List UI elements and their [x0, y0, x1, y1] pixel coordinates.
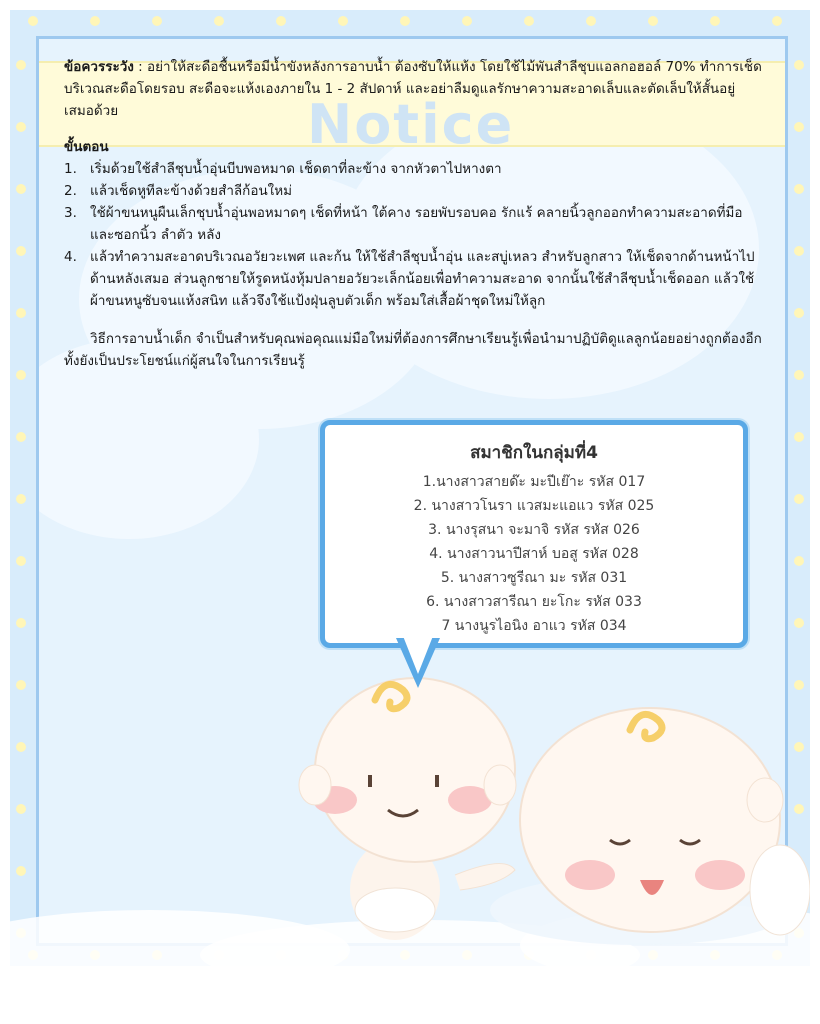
warning-label: ข้อควรระวัง	[64, 59, 134, 75]
polka-dot	[276, 16, 286, 26]
warning-text: : อย่าให้สะดือชื้นหรือมีน้ำขังหลังการอาบน้ำ ต้องซับให้แห้ง โดยใช้ไม้พันสำลีชุบแอลกอฮอล์ 70% ทำการเช็ดบริเวณสะดือโดยรอบ สะดือจะแห้งเองภายใน 1 - 2 สัปดาห์ และอย่าลืมดูแลรักษาความสะอาดเล็บและตัดเล็บให้สั้นอยู่เสมอด้วย	[64, 59, 762, 119]
warning-paragraph	[64, 56, 764, 122]
polka-dot	[794, 184, 804, 194]
polka-dot	[16, 494, 26, 504]
polka-dot	[214, 16, 224, 26]
bubble-tail-fill	[403, 636, 433, 674]
polka-dot	[794, 308, 804, 318]
polka-dot	[462, 16, 472, 26]
polka-dot	[794, 370, 804, 380]
polka-dot	[28, 16, 38, 26]
polka-dot	[794, 60, 804, 70]
polka-dot	[524, 16, 534, 26]
member-item: 5. นางสาวซูรีณา มะ รหัส 031	[440, 570, 628, 586]
article-text	[64, 56, 764, 372]
polka-dot	[16, 308, 26, 318]
polka-dot	[152, 16, 162, 26]
member-item: 1.นางสาวสายด๊ะ มะปีเย๊าะ รหัส 017	[422, 474, 646, 490]
polka-dot	[16, 246, 26, 256]
step-item	[64, 202, 764, 246]
steps-list	[64, 158, 764, 312]
step-number: 1.	[64, 161, 77, 177]
polka-dot	[710, 16, 720, 26]
polka-dot	[16, 184, 26, 194]
polka-dot	[16, 432, 26, 442]
step-number: 4.	[64, 249, 77, 265]
polka-dot	[648, 16, 658, 26]
member-item: 7 นางนูรไอนิง อาแว รหัส 034	[441, 618, 627, 634]
polka-dot	[794, 122, 804, 132]
step-number: 3.	[64, 205, 77, 221]
step-text: แล้วเช็ดหูทีละข้างด้วยสำลีก้อนใหม่	[90, 183, 293, 199]
step-item	[64, 158, 764, 180]
polka-dot	[338, 16, 348, 26]
step-number: 2.	[64, 183, 77, 199]
member-item: 4. นางสาวนาปีสาห์ บอสู รหัส 028	[429, 546, 639, 562]
right-baby	[520, 708, 810, 935]
polka-dot	[400, 16, 410, 26]
steps-heading: ขั้นตอน	[64, 139, 109, 155]
group-members-bubble	[320, 420, 748, 648]
polka-dot	[16, 60, 26, 70]
polka-dot	[586, 16, 596, 26]
polka-dot	[16, 556, 26, 566]
babies-illustration	[10, 650, 810, 966]
polka-dot	[794, 618, 804, 628]
polka-dot	[16, 370, 26, 380]
polka-dot	[772, 16, 782, 26]
polka-dot	[90, 16, 100, 26]
polka-dot	[794, 246, 804, 256]
step-item	[64, 246, 764, 312]
polka-dot	[794, 556, 804, 566]
polka-dot	[16, 122, 26, 132]
member-item: 2. นางสาวโนรา แวสมะแอแว รหัส 025	[413, 498, 655, 514]
polka-dot	[794, 432, 804, 442]
notice-banner-text: Notice	[307, 93, 515, 156]
member-item: 6. นางสาวสารีณา ยะโกะ รหัส 033	[426, 594, 642, 610]
polka-dot	[16, 618, 26, 628]
group-title: สมาชิกในกลุ่มที่4	[470, 443, 598, 463]
polka-dot	[794, 494, 804, 504]
member-item: 3. นางรุสนา จะมาจิ รหัส รหัส 026	[428, 522, 640, 538]
step-text: เริ่มด้วยใช้สำลีชุบน้ำอุ่นบีบพอหมาด เช็ดตาที่ละข้าง จากหัวตาไปหางตา	[90, 161, 502, 177]
conclusion-paragraph: วิธีการอาบน้ำเด็ก จำเป็นสำหรับคุณพ่อคุณแม่มือใหม่ที่ต้องการศึกษาเรียนรู้เพื่อนำมาปฏิบัติดูแลลูกน้อยอย่างถูกต้องอีกทั้งยังเป็นประโยชน์แก่ผู้สนใจในการเรียนรู้	[64, 331, 762, 369]
step-text: แล้วทำความสะอาดบริเวณอวัยวะเพศ และก้น ให้ใช้สำลีชุบน้ำอุ่น และสบู่เหลว สำหรับลูกสาว ให้เช็ดจากด้านหน้าไปด้านหลังเสมอ ส่วนลูกชายให้รูดหนังหุ้มปลายอวัยวะเล็กน้อยเพื่อทำความสะอาด จากนั้นใช้สำลีชุบน้ำเช็ดออก แล้วใช้ผ้าขนหนูซับจนแห้งสนิท แล้วจึงใช้แป้งฝุ่นลูบตัวเด็ก พร้อมใส่เสื้อผ้าชุดใหม่ให้ลูก	[90, 249, 755, 309]
step-item	[64, 180, 764, 202]
member-list	[325, 470, 743, 638]
left-baby	[299, 678, 516, 940]
step-text: ใช้ผ้าขนหนูผืนเล็กชุบน้ำอุ่นพอหมาดๆ เช็ดที่หน้า ใต้คาง รอยพับรอบคอ รักแร้ คลายนิ้วลูกออกทำความสะอาดที่มือ และซอกนิ้ว ลำตัว หลัง	[90, 205, 743, 243]
